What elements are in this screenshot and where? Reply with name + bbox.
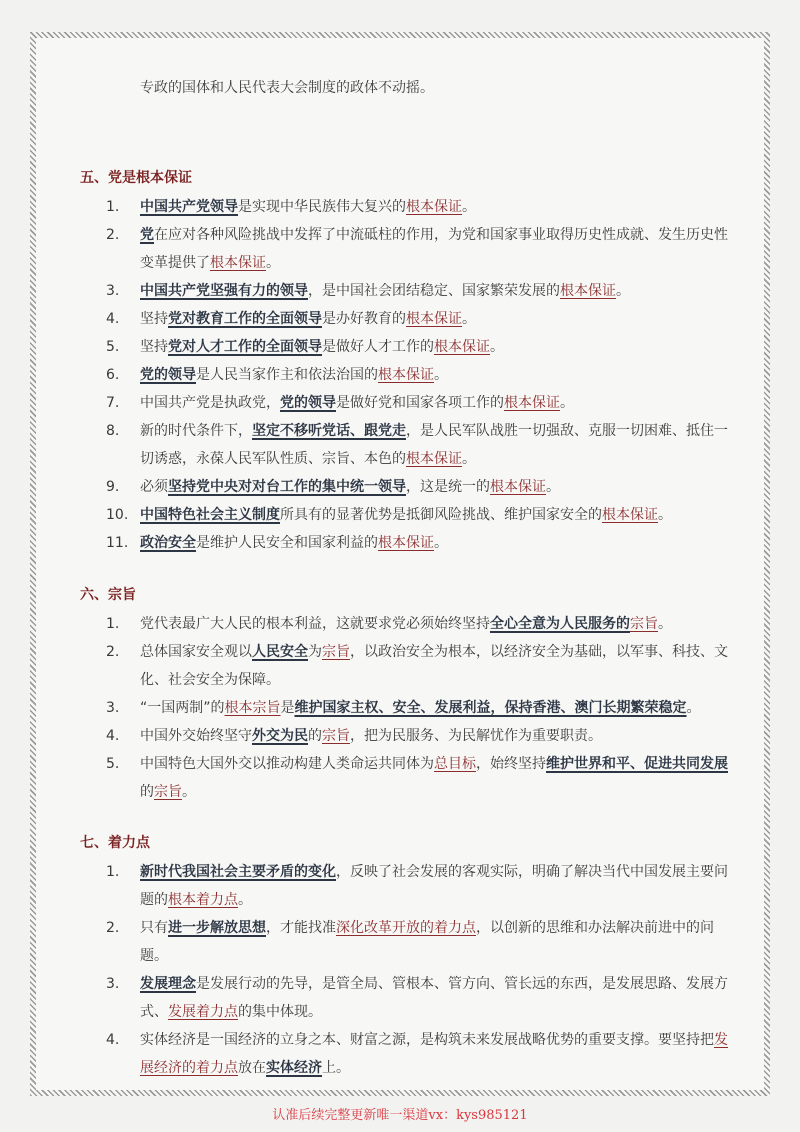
emphasis-text: 实体经济	[266, 1060, 322, 1076]
list-item	[80, 333, 740, 361]
item-number: 2.	[106, 920, 120, 936]
item-number: 1.	[106, 199, 120, 215]
emphasis-text: 党	[140, 227, 154, 243]
text-segment: 。	[616, 283, 630, 299]
section-title: 六、宗旨	[80, 587, 136, 603]
text-segment: 。	[560, 395, 574, 411]
list-item	[80, 361, 740, 389]
item-number: 7.	[106, 395, 120, 411]
item-text	[140, 722, 740, 750]
text-segment: 是做好党和国家各项工作的	[336, 395, 504, 411]
text-segment: 。	[686, 700, 701, 716]
emphasis-text: 政治安全	[140, 535, 196, 551]
emphasis-text: 进一步解放思想	[168, 920, 266, 936]
item-number: 1.	[106, 616, 120, 632]
emphasis-text: 坚定不移听党话、跟党走	[252, 423, 406, 439]
keyword-text: 发展经济的着力点	[140, 1032, 728, 1076]
item-number: 6.	[106, 367, 120, 383]
section-title: 七、着力点	[80, 835, 150, 851]
item-number: 11.	[106, 535, 129, 551]
text-segment: 是实现中华民族伟大复兴的	[238, 199, 406, 215]
text-segment: 。	[462, 199, 476, 215]
emphasis-text: 党对人才工作的全面领导	[168, 339, 322, 355]
item-text	[140, 694, 740, 722]
item-text	[140, 750, 740, 806]
text-segment: 所具有的显著优势是抵御风险挑战、维护国家安全的	[280, 507, 602, 523]
keyword-text: 总目标	[434, 756, 476, 772]
text-segment: 是办好教育的	[322, 311, 406, 327]
emphasis-text: 人民安全	[252, 644, 308, 660]
text-segment: ，把为民服务、为民解忧作为重要职责。	[350, 728, 602, 744]
section-party-guarantee	[80, 166, 740, 557]
item-number: 3.	[106, 700, 120, 716]
footer-watermark: 认准后续完整更新唯一渠道vx：kys985121	[272, 1108, 528, 1123]
text-segment: 的	[308, 728, 322, 744]
text-segment: ，以政治安全为根本，以经济安全为基础，以军事、科技、文化、社会安全为保障。	[140, 644, 728, 688]
emphasis-text: 党对教育工作的全面领导	[168, 311, 322, 327]
item-text	[140, 970, 740, 1026]
list-item	[80, 722, 740, 750]
keyword-text: 根本保证	[504, 395, 560, 411]
item-text	[140, 277, 740, 305]
emphasis-text: 维护国家主权、安全、发展利益，保持香港、澳门长期繁荣稳定	[294, 700, 687, 716]
text-segment: 在应对各种风险挑战中发挥了中流砥柱的作用，为党和国家事业取得历史性成就、发生历史性变革提供了	[140, 227, 728, 271]
keyword-text: 根本着力点	[168, 892, 238, 908]
item-text	[140, 858, 740, 914]
item-number: 4.	[106, 728, 120, 744]
text-segment: 。	[546, 479, 560, 495]
text-segment: ，这是统一的	[406, 479, 490, 495]
list-item	[80, 1026, 740, 1082]
text-segment: 放在	[238, 1060, 266, 1076]
item-text	[140, 193, 740, 221]
item-number: 1.	[106, 864, 120, 880]
list-item	[80, 473, 740, 501]
item-text	[140, 638, 740, 694]
text-segment: 总体国家安全观以	[140, 644, 252, 660]
keyword-text: 根本保证	[560, 283, 616, 299]
list-item	[80, 417, 740, 473]
text-segment: 党代表最广大人民的根本利益，这就要求党必须始终坚持	[140, 616, 490, 632]
text-segment: 。	[658, 507, 672, 523]
continuation-line: 专政的国体和人民代表大会制度的政体不动摇。	[140, 80, 434, 96]
item-text	[140, 221, 740, 277]
text-segment: 新的时代条件下，	[140, 423, 252, 439]
emphasis-text: 党的领导	[280, 395, 336, 411]
text-segment: 。	[658, 616, 672, 632]
item-text	[140, 473, 740, 501]
text-segment: ，始终坚持	[476, 756, 546, 772]
item-text	[140, 333, 740, 361]
list-item	[80, 305, 740, 333]
section-focus-point	[80, 831, 740, 1082]
emphasis-text: 中国特色社会主义制度	[140, 507, 280, 523]
keyword-text: 根本保证	[406, 451, 462, 467]
keyword-text: 根本宗旨	[224, 700, 281, 716]
keyword-text: 根本保证	[406, 311, 462, 327]
keyword-text: 宗旨	[322, 728, 350, 744]
list-item	[80, 221, 740, 277]
keyword-text: 根本保证	[602, 507, 658, 523]
text-segment: 是	[280, 700, 295, 716]
text-segment: 坚持	[140, 311, 168, 327]
text-segment: 实体经济是一国经济的立身之本、财富之源，是构筑未来发展战略优势的重要支撑。要坚持把	[140, 1032, 714, 1048]
list-item	[80, 858, 740, 914]
item-number: 5.	[106, 756, 120, 772]
list-item	[80, 914, 740, 970]
item-number: 2.	[106, 227, 120, 243]
text-segment: ，反映了社会发展的客观实际，明确了解决当代中国发展主要问题的	[140, 864, 728, 908]
text-segment: ，以创新的思维和办法解决前进中的问题。	[140, 920, 714, 964]
item-number: 2.	[106, 644, 120, 660]
emphasis-text: 维护世界和平、促进共同发展	[546, 756, 728, 772]
item-number: 8.	[106, 423, 120, 439]
text-segment: 。	[462, 311, 476, 327]
item-number: 10.	[106, 507, 129, 523]
keyword-text: 根本保证	[490, 479, 546, 495]
text-segment: 。	[434, 535, 448, 551]
emphasis-text: 全心全意为人民服务的	[490, 616, 630, 632]
keyword-text: 发展着力点	[168, 1004, 238, 1020]
page-frame	[30, 32, 770, 1096]
emphasis-text: 中国共产党坚强有力的领导	[140, 283, 308, 299]
item-text	[140, 610, 740, 638]
item-text	[140, 417, 740, 473]
keyword-text: 根本保证	[378, 535, 434, 551]
text-segment: 是做好人才工作的	[322, 339, 434, 355]
list-item	[80, 750, 740, 806]
text-segment: ，才能找准	[266, 920, 336, 936]
text-segment: 。	[182, 784, 196, 800]
text-segment: 。	[238, 892, 252, 908]
keyword-text: 宗旨	[154, 784, 182, 800]
list-item	[80, 193, 740, 221]
text-segment: 中国共产党是执政党，	[140, 395, 280, 411]
text-segment: 。	[490, 339, 504, 355]
item-number: 5.	[106, 339, 120, 355]
text-segment: 是维护人民安全和国家利益的	[196, 535, 378, 551]
keyword-text: 根本保证	[406, 199, 462, 215]
item-text	[140, 501, 740, 529]
text-segment: 只有	[140, 920, 168, 936]
item-number: 9.	[106, 479, 120, 495]
keyword-text: 宗旨	[322, 644, 350, 660]
emphasis-text: 新时代我国社会主要矛盾的变化	[140, 864, 336, 880]
section-title: 五、党是根本保证	[80, 170, 192, 186]
item-number: 3.	[106, 283, 120, 299]
keyword-text: 根本保证	[378, 367, 434, 383]
emphasis-text: 坚持党中央对对台工作的集中统一领导	[168, 479, 406, 495]
list-item	[80, 501, 740, 529]
text-segment: 的集中体现。	[238, 1004, 322, 1020]
list-item	[80, 610, 740, 638]
text-segment: 。	[434, 367, 448, 383]
text-segment: 是发展行动的先导，是管全局、管根本、管方向、管长远的东西，是发展思路、发展方式、	[140, 976, 728, 1020]
text-segment: 。	[266, 255, 280, 271]
list-item	[80, 638, 740, 694]
item-text	[140, 1026, 740, 1082]
text-segment: “一国两制”的	[140, 700, 225, 716]
section-purpose	[80, 583, 740, 806]
text-segment: 。	[462, 451, 476, 467]
text-segment: 必须	[140, 479, 168, 495]
item-text	[140, 361, 740, 389]
text-segment: 中国外交始终坚守	[140, 728, 252, 744]
list-item	[80, 970, 740, 1026]
keyword-text: 根本保证	[434, 339, 490, 355]
text-segment: 坚持	[140, 339, 168, 355]
text-segment: 是人民当家作主和依法治国的	[196, 367, 378, 383]
text-segment: 上。	[322, 1060, 350, 1076]
emphasis-text: 发展理念	[140, 976, 196, 992]
emphasis-text: 中国共产党领导	[140, 199, 238, 215]
list-item	[80, 694, 740, 722]
keyword-text: 宗旨	[630, 616, 658, 632]
list-item	[80, 529, 740, 557]
item-text	[140, 389, 740, 417]
text-segment: ，是中国社会团结稳定、国家繁荣发展的	[308, 283, 560, 299]
keyword-text: 深化改革开放的着力点	[336, 920, 476, 936]
emphasis-text: 党的领导	[140, 367, 196, 383]
item-number: 3.	[106, 976, 120, 992]
list-item	[80, 389, 740, 417]
keyword-text: 根本保证	[210, 255, 266, 271]
list-item	[80, 277, 740, 305]
item-text	[140, 305, 740, 333]
item-text	[140, 529, 740, 557]
text-segment: 中国特色大国外交以推动构建人类命运共同体为	[140, 756, 434, 772]
item-text	[140, 914, 740, 970]
text-segment: ，是人民军队战胜一切强敌、克服一切困难、抵住一切诱惑，永葆人民军队性质、宗旨、本色的	[140, 423, 728, 467]
emphasis-text: 外交为民	[252, 728, 308, 744]
item-number: 4.	[106, 1032, 120, 1048]
item-number: 4.	[106, 311, 120, 327]
text-segment: 为	[308, 644, 322, 660]
text-segment: 的	[140, 784, 154, 800]
